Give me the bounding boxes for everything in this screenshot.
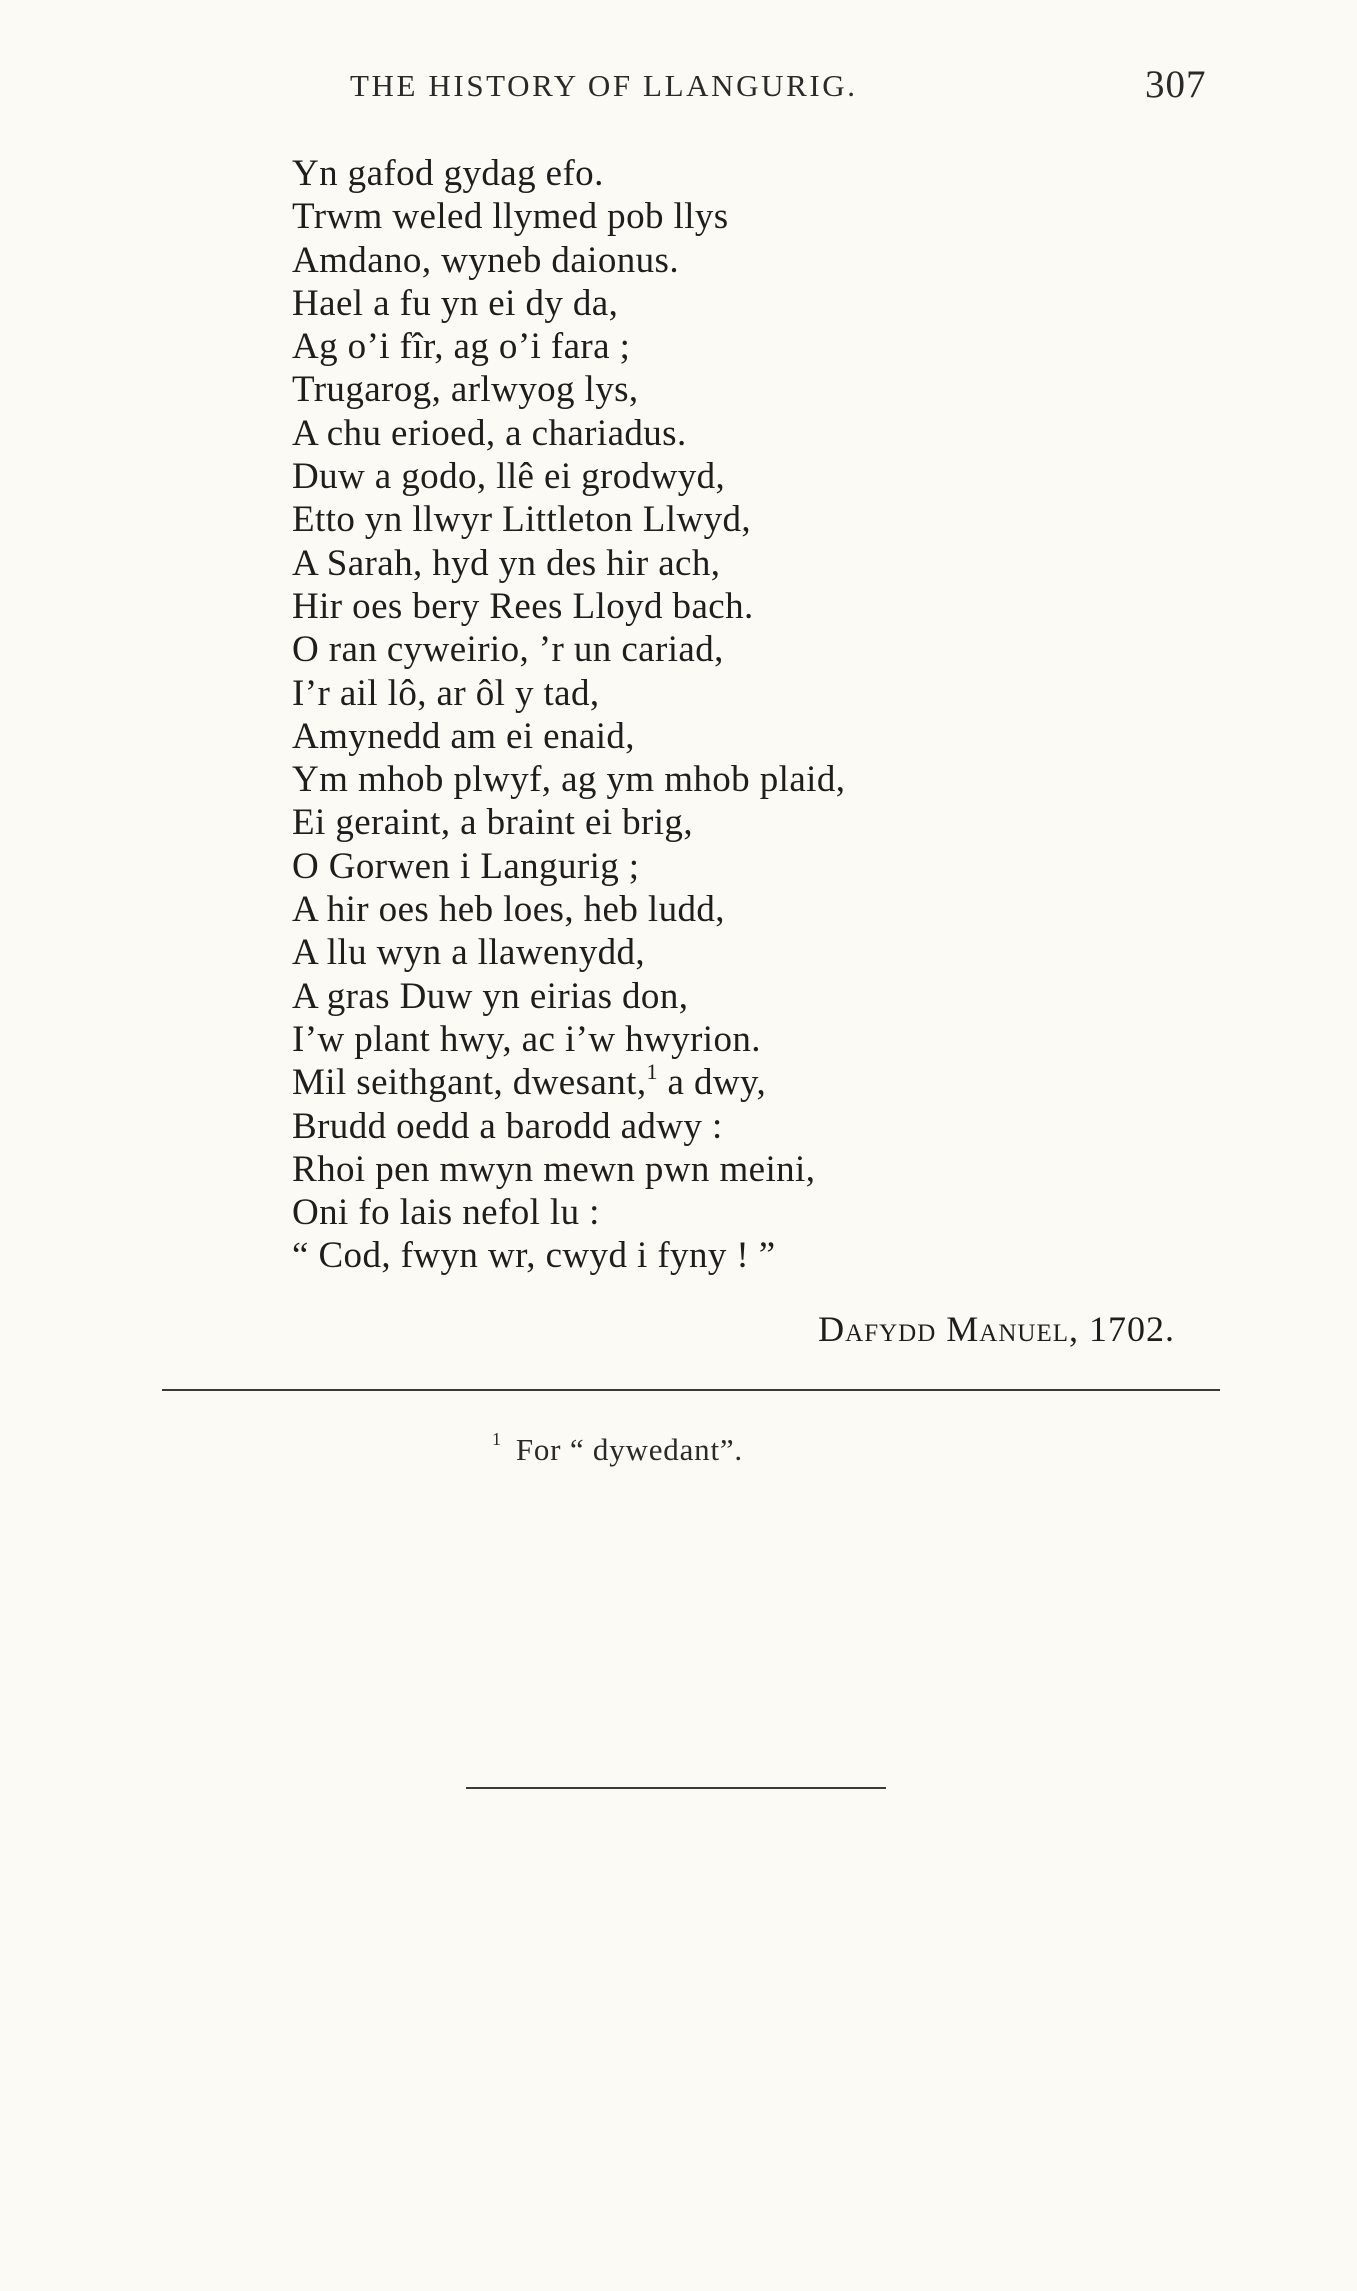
poem-line: Ym mhob plwyf, ag ym mhob plaid, [292, 759, 846, 801]
poem-line-tail: a dwy, [657, 1062, 767, 1104]
poem-line: Trwm weled llymed pob llys [292, 196, 729, 238]
poem-line: “ Cod, fwyn wr, cwyd i fyny ! ” [292, 1235, 776, 1277]
poem-line: Ei geraint, a braint ei brig, [292, 802, 693, 844]
poem-line: Trugarog, arlwyog lys, [292, 369, 639, 411]
poem-line: A llu wyn a llawenydd, [292, 932, 646, 974]
footnote [492, 1428, 743, 1468]
poem-line: Rhoi pen mwyn mewn pwn meini, [292, 1148, 816, 1190]
author-year: 1702. [1089, 1309, 1175, 1349]
poem-line: Amdano, wyneb daionus. [292, 239, 679, 281]
author-signature [818, 1308, 1175, 1350]
poem-line: I’r ail lô, ar ôl y tad, [292, 672, 600, 714]
poem-line: A gras Duw yn eirias don, [292, 975, 689, 1017]
running-header [0, 62, 1357, 112]
footnote-text: For “ dywedant”. [515, 1432, 743, 1467]
poem-line: Hael a fu yn ei dy da, [292, 282, 619, 324]
poem-line: Brudd oedd a barodd adwy : [292, 1105, 723, 1147]
poem-line: A Sarah, hyd yn des hir ach, [292, 542, 721, 584]
poem-line: A chu erioed, a chariadus. [292, 412, 687, 454]
poem-line: Etto yn llwyr Littleton Llwyd, [292, 499, 752, 541]
poem-line: Oni fo lais nefol lu : [292, 1192, 600, 1234]
poem-line: I’w plant hwy, ac i’w hwyrion. [292, 1018, 761, 1060]
running-title: THE HISTORY OF LLANGURIG. [350, 68, 858, 103]
end-divider [466, 1787, 886, 1789]
footnote-divider [162, 1389, 1220, 1391]
poem-line: O ran cyweirio, ’r un cariad, [292, 629, 724, 671]
poem-line: Duw a godo, llê ei grodwyd, [292, 456, 726, 498]
footnote-reference: 1 [646, 1058, 658, 1084]
footnote-mark: 1 [492, 1428, 502, 1449]
poem-line: Yn gafod gydag efo. [292, 153, 604, 194]
poem-line: Ag o’i fîr, ag o’i fara ; [292, 326, 631, 368]
poem [292, 152, 845, 1278]
author-name: Dafydd Manuel, [818, 1309, 1079, 1349]
page-number: 307 [1145, 63, 1207, 106]
poem-line-text: Mil seithgant, dwesant, [292, 1062, 647, 1104]
poem-line: A hir oes heb loes, heb ludd, [292, 889, 725, 931]
poem-line-with-note [292, 1058, 845, 1104]
poem-line: O Gorwen i Langurig ; [292, 845, 640, 887]
poem-line: Amynedd am ei enaid, [292, 715, 635, 757]
poem-line: Hir oes bery Rees Lloyd bach. [292, 585, 754, 627]
